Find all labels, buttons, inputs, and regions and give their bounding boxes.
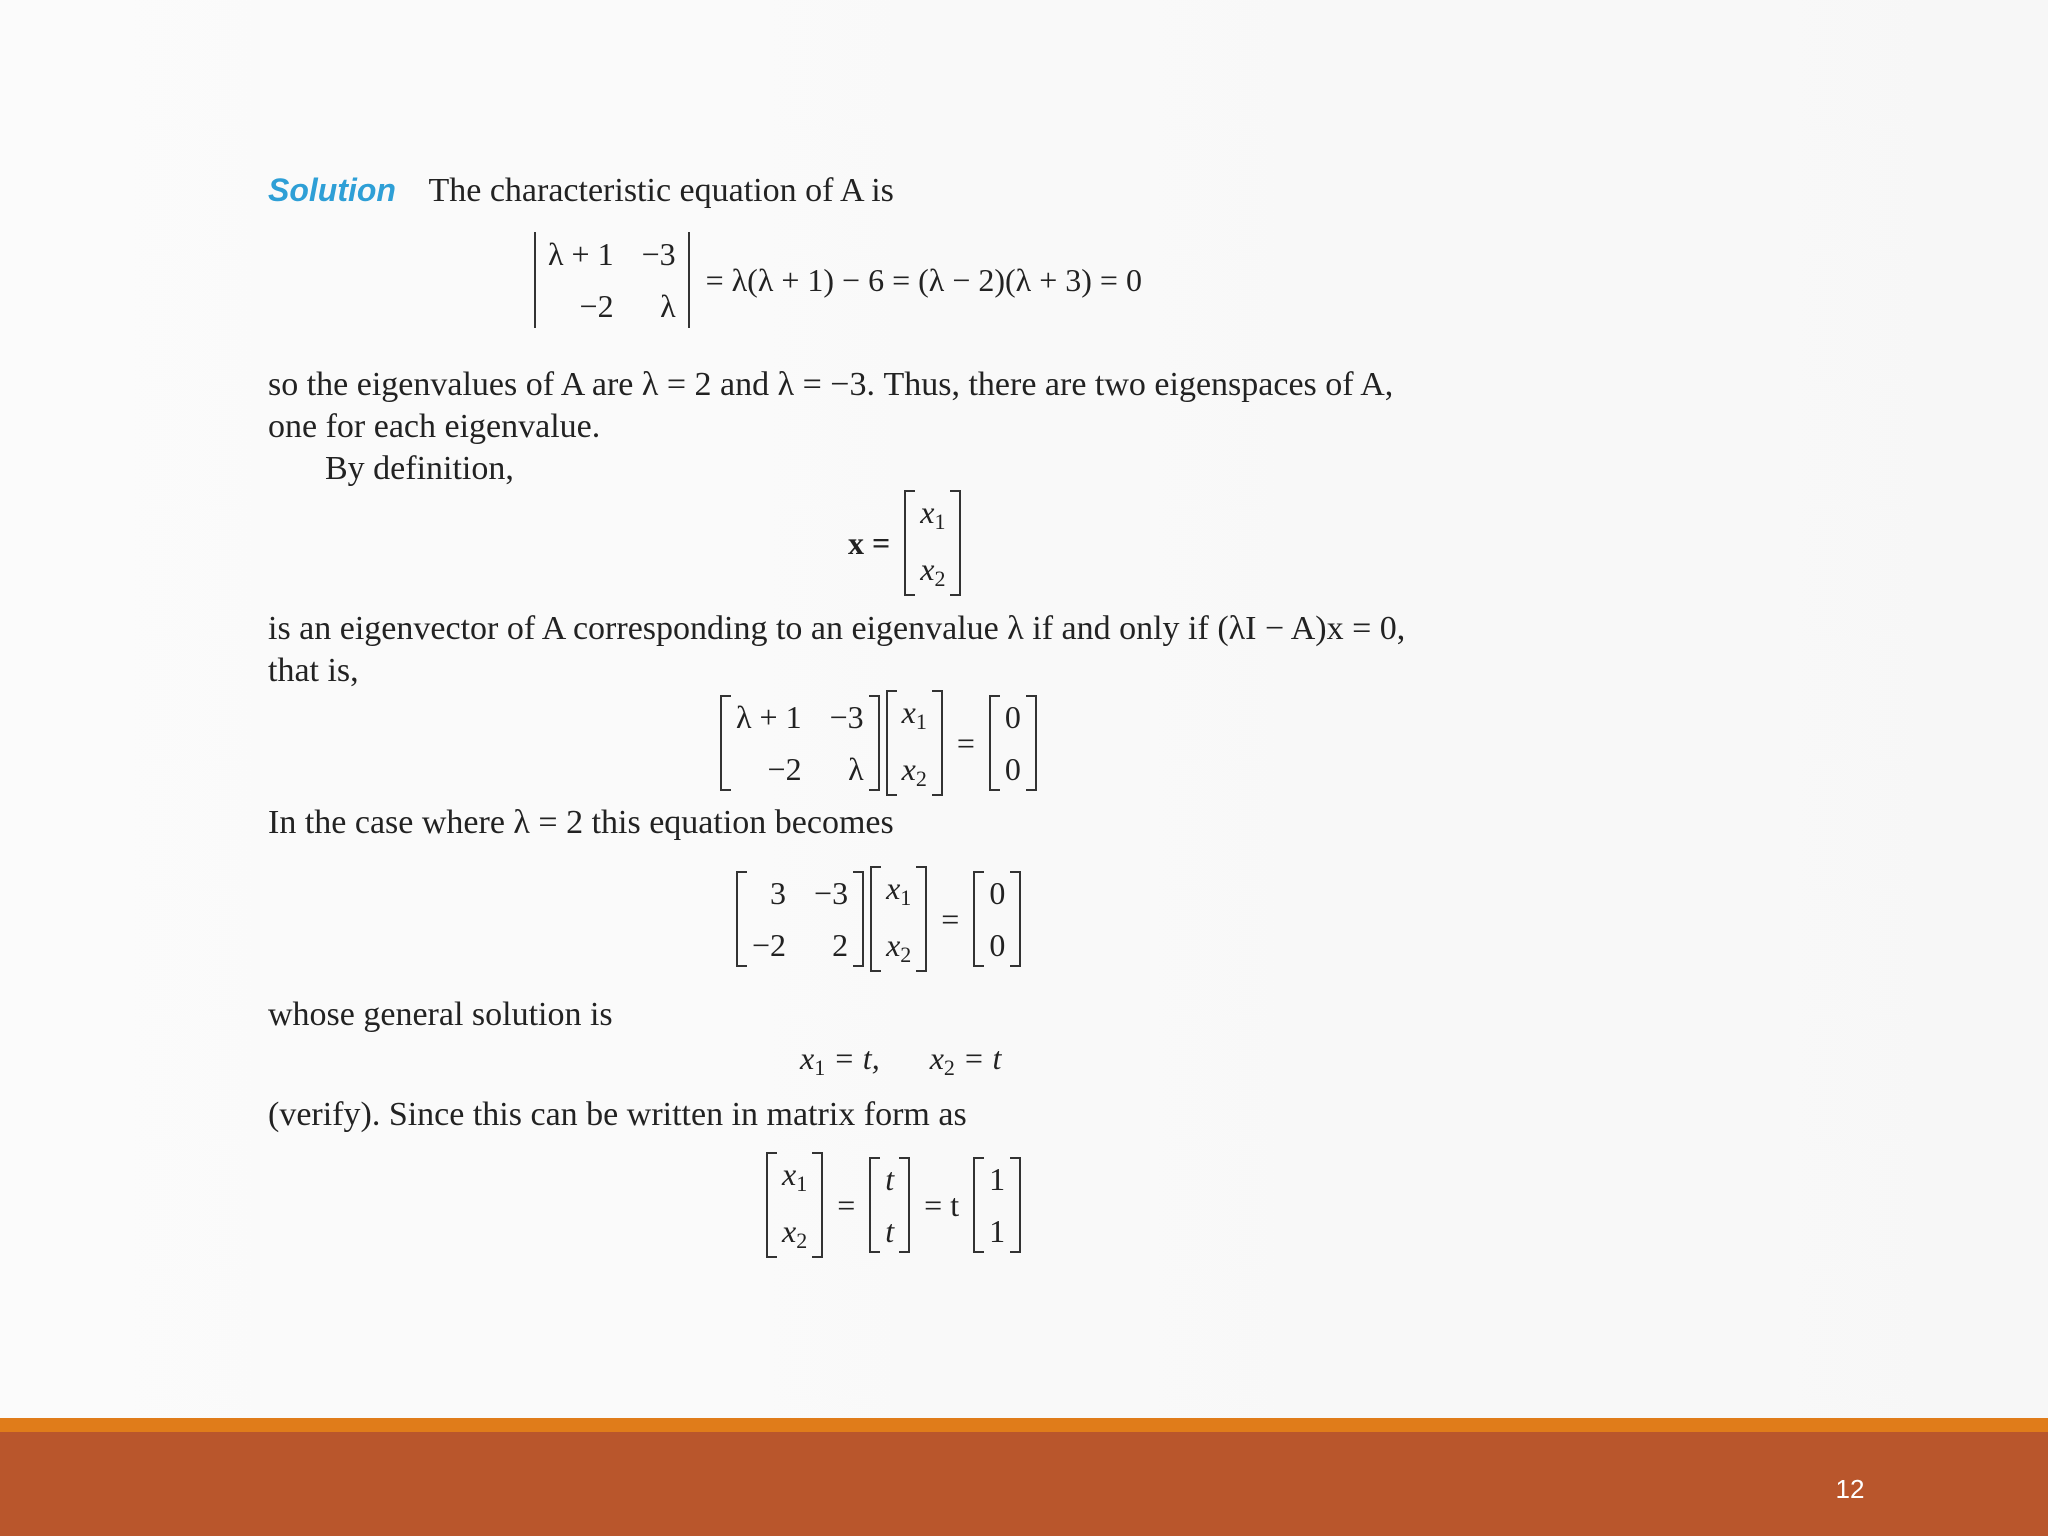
solution-label: Solution: [268, 172, 396, 208]
vec-subscript: 1: [900, 885, 912, 910]
vec-subscript: 2: [934, 566, 946, 591]
vec-entry: x: [920, 551, 935, 587]
characteristic-equation: [534, 232, 1142, 328]
vec-subscript: 2: [915, 766, 927, 791]
x-vector: [904, 490, 961, 596]
matrix-entry: −2: [752, 927, 787, 963]
lambda-2-system: [736, 866, 1021, 972]
det-entry: λ + 1: [548, 236, 614, 272]
equals-sign: =: [941, 900, 960, 937]
determinant: [534, 232, 690, 328]
vec-subscript: 2: [796, 1228, 808, 1253]
matrix-entry: −3: [814, 875, 849, 911]
vec-entry: x: [901, 751, 916, 787]
solution-var: x: [800, 1040, 815, 1076]
zero-vector: [973, 871, 1021, 967]
text-line: By definition,: [325, 450, 514, 487]
vec-subscript: 2: [900, 942, 912, 967]
matrix-form-equation: [766, 1152, 1021, 1258]
vec-entry: 0: [1004, 699, 1021, 735]
zero-vector: [989, 695, 1037, 791]
equals-sign: =: [837, 1186, 856, 1223]
characteristic-rhs: = λ(λ + 1) − 6 = (λ − 2)(λ + 3) = 0: [705, 261, 1142, 298]
solution-value: = t: [954, 1040, 1002, 1076]
vec-entry: x: [886, 927, 901, 963]
vec-entry: 0: [989, 927, 1006, 963]
solution-line: [268, 174, 894, 208]
matrix-entry: −2: [767, 751, 802, 787]
vec-entry: t: [885, 1161, 895, 1197]
vec-subscript: 1: [796, 1171, 808, 1196]
matrix-entry: λ + 1: [736, 699, 802, 735]
footer-stripe: [0, 1418, 2048, 1432]
vec-entry: t: [885, 1213, 895, 1249]
matrix-entry: λ: [848, 751, 864, 787]
solution-var: x: [929, 1040, 944, 1076]
vec-entry: x: [782, 1213, 797, 1249]
solution-subscript: 2: [943, 1055, 955, 1080]
x-vector: [870, 866, 927, 972]
matrix-entry: −3: [829, 699, 864, 735]
x-lhs: x =: [848, 524, 891, 561]
t-vector: [869, 1157, 910, 1253]
vec-entry: x: [782, 1156, 797, 1192]
solution-value: = t,: [825, 1040, 880, 1076]
scalar-equals: = t: [924, 1186, 960, 1223]
x-vector: [886, 690, 943, 796]
page-number: 12: [1835, 1474, 1865, 1504]
footer-bar: [0, 1432, 2048, 1536]
coefficient-matrix: [720, 695, 880, 791]
text-line: so the eigenvalues of A are λ = 2 and λ = −3. Thus, there are two eigenspaces of A,: [268, 366, 1394, 403]
equals-sign: =: [956, 724, 975, 761]
text-line: is an eigenvector of A corresponding to an eigenvalue λ if and only if (λI − A)x = 0,: [268, 610, 1406, 647]
text-line: In the case where λ = 2 this equation becomes: [268, 804, 894, 841]
text-line: (verify). Since this can be written in matrix form as: [268, 1096, 967, 1133]
ones-vector: [973, 1157, 1021, 1253]
x-definition: [848, 490, 961, 596]
det-entry: λ: [660, 288, 676, 324]
vec-subscript: 1: [915, 709, 927, 734]
matrix-entry: 3: [770, 875, 787, 911]
solution-intro: The characteristic equation of A is: [428, 172, 894, 209]
text-line: one for each eigenvalue.: [268, 408, 601, 445]
text-line: that is,: [268, 652, 359, 689]
general-system: [720, 690, 1037, 796]
vec-entry: 0: [989, 875, 1006, 911]
det-entry: −2: [579, 288, 614, 324]
vec-entry: x: [920, 494, 935, 530]
det-entry: −3: [641, 236, 676, 272]
x-vector: [766, 1152, 823, 1258]
text-line: whose general solution is: [268, 996, 613, 1033]
coefficient-matrix: [736, 871, 864, 967]
vec-subscript: 1: [934, 509, 946, 534]
vec-entry: x: [901, 694, 916, 730]
vec-entry: 1: [989, 1213, 1006, 1249]
vec-entry: x: [886, 870, 901, 906]
vec-entry: 1: [989, 1161, 1006, 1197]
vec-entry: 0: [1004, 751, 1021, 787]
general-solution: [800, 1042, 1001, 1079]
solution-subscript: 1: [814, 1055, 826, 1080]
matrix-entry: 2: [832, 927, 849, 963]
